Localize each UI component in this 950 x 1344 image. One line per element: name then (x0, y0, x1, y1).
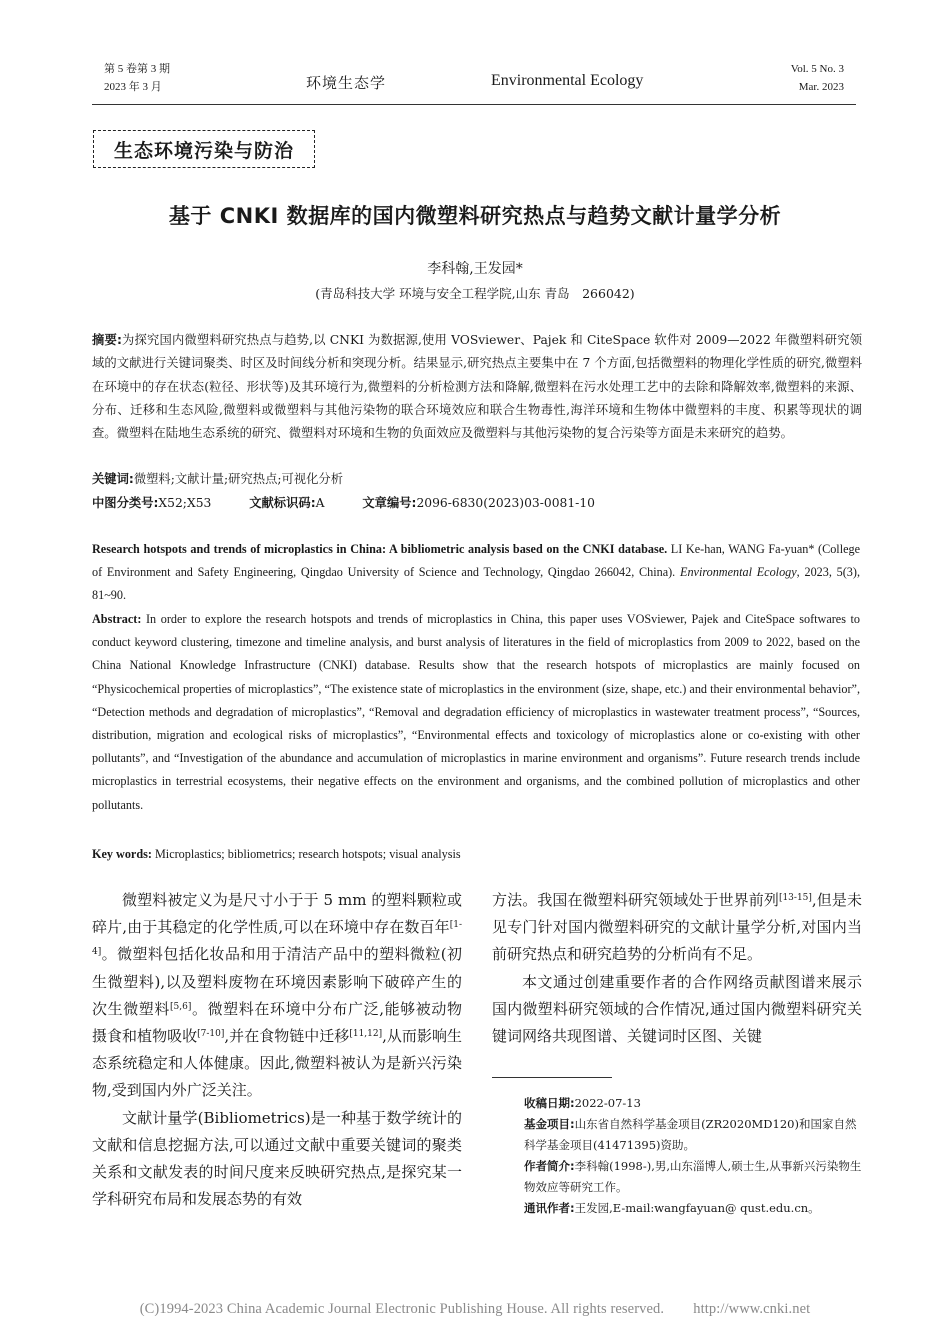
header-date: 2023 年 3 月 (104, 81, 162, 93)
english-journal: Environmental Ecology (680, 565, 797, 580)
bio-label: 作者简介: (524, 1159, 575, 1173)
english-title: Research hotspots and trends of microplastics in China: A bibliometric analysis based on the CNKI database. (92, 542, 668, 556)
body-paragraph: 本文通过创建重要作者的合作网络贡献图谱来展示国内微塑料研究领域的合作情况,通过国内微塑料研究关键词网络共现图谱、关键词时区图、关键 (492, 972, 862, 1046)
clc-label: 中图分类号: (92, 496, 159, 510)
body-paragraph (492, 887, 862, 969)
abstract-en (92, 608, 860, 817)
body-text: ,从而影响生态系统稳定和人体健康。因此,微塑料被认为是新兴污染物,受到国内外广泛关注。 (92, 1027, 462, 1100)
bio-value: 李科翰(1998-),男,山东淄博人,硕士生,从事新兴污染物生物效应等研究工作。 (524, 1159, 862, 1194)
paper-affiliation: (青岛科技大学 环境与安全工程学院,山东 青岛 266042) (315, 286, 635, 301)
header-rule (92, 104, 856, 105)
copyright-footer: (C)1994-2023 China Academic Journal Electronic Publishing House. All rights reserved. http://www.cnki.net (139, 1301, 811, 1317)
corr-value: 王发园,E-mail:wangfayuan@ qust.edu.cn。 (574, 1201, 820, 1215)
citation-ref: [1-4] (92, 920, 462, 958)
author-bio (524, 1156, 862, 1198)
citation-ref: [13-15] (778, 893, 812, 903)
abstract-cn-text: 为探究国内微塑料研究热点与趋势,以 CNKI 为数据源,使用 VOSviewer、Pajek 和 CiteSpace 软件对 2009—2022 年微塑料研究领域的文献进行关键词聚类、时区及时间线分析和突现分析。结果显示,研究热点主要集中在 7 个方面,包括微塑料的物理化学性质的研究,微塑料在环境中的存在状态(粒径、形状等)及其环境行为,微塑料的分析检测方法和降解,微塑料在污水处理工艺中的去除和降解效率,微塑料的来源、分布、迁移和生态风险,微塑料或微塑料与其他污染物的联合环境效应和联合生物毒性,海洋环境和生物体中微塑料的丰度、积累等现状的调查。微塑料在陆地生态系统的研究、微塑料对环境和生物的负面效应及微塑料与其他污染物的复合污染等方面是未来研究的趋势。 (92, 333, 862, 441)
body-right-column (492, 887, 862, 1050)
abstract-cn-label: 摘要: (92, 333, 122, 347)
corresponding-author (524, 1198, 862, 1219)
body-text: 微塑料被定义为是尺寸小于于 5 mm 的塑料颗粒或碎片,由于其稳定的化学性质,可以在环境中存在数百年 (92, 891, 462, 937)
header-month: Mar. 2023 (798, 81, 844, 93)
body-text: 方法。我国在微塑料研究领域处于世界前列 (492, 891, 779, 909)
article-no-value: 2096-6830(2023)03-0081-10 (416, 496, 595, 510)
keywords-en-label: Key words: (92, 847, 152, 861)
english-authors: LI Ke-han, WANG Fa-yuan* (College of Environment and Safety Engineering, Qingdao University of Science and Technology, Qingdao 266042, China). (92, 542, 860, 580)
fund-label: 基金项目: (524, 1117, 575, 1131)
english-citation-numbers: , 2023, 5(3), 81~90. (92, 565, 861, 603)
body-left-column (92, 887, 462, 1213)
fund-value: 山东省自然科学基金项目(ZR2020MD120)和国家自然科学基金项目(41471395)资助。 (524, 1117, 857, 1152)
header-volume-issue (104, 60, 170, 96)
received-date (524, 1093, 862, 1114)
header-journal-en: Environmental Ecology (491, 72, 644, 89)
abstract-cn (92, 329, 862, 445)
keywords-en (92, 843, 860, 866)
body-text: ,但是未见专门针对国内微塑料研究的文献计量学分析,对国内当前研究热点和研究趋势的分析尚有不足。 (492, 891, 862, 964)
section-label: 生态环境污染与防治 (93, 130, 315, 168)
body-paragraph: 文献计量学(Bibliometrics)是一种基于数学统计的文献和信息挖掘方法,可以通过文献中重要关键词的聚类关系和文献发表的时间尺度来反映研究热点,是探究某一学科研究布局和发展态势的有效 (92, 1108, 462, 1209)
keywords-cn-text: 微塑料;文献计量;研究热点;可视化分析 (133, 472, 343, 486)
header-volume-en (791, 60, 844, 96)
keywords-en-text: Microplastics; bibliometrics; research hotspots; visual analysis (151, 847, 461, 861)
body-text: 。微塑料包括化妆品和用于清洁产品中的塑料微粒(初生微塑料),以及塑料废物在环境因素影响下破碎产生的次生微塑料 (92, 945, 462, 1018)
header-vol-no: Vol. 5 No. 3 (790, 63, 844, 75)
keywords-cn (92, 468, 343, 490)
classification-line (92, 492, 595, 514)
clc-value: X52;X53 (158, 496, 212, 510)
citation-ref: [11,12] (349, 1029, 383, 1040)
keywords-cn-label: 关键词: (92, 472, 134, 486)
received-label: 收稿日期: (524, 1096, 575, 1110)
fund-info (524, 1114, 862, 1156)
body-text: 。微塑料在环境中分布广泛,能够被动物摄食和植物吸收 (92, 999, 462, 1046)
citation-ref: [7-10] (197, 1029, 225, 1040)
body-text: ,并在食物链中迁移 (224, 1027, 350, 1046)
footnote-rule (492, 1077, 612, 1078)
paper-title: 基于 CNKI 数据库的国内微塑料研究热点与趋势文献计量学分析 (168, 204, 782, 228)
doc-code-value: A (315, 496, 325, 510)
abstract-en-label: Abstract: (92, 612, 142, 626)
paper-authors: 李科翰,王发园* (427, 261, 523, 277)
footnotes (524, 1093, 862, 1219)
header-journal-cn: 环境生态学 (306, 74, 387, 92)
english-citation (92, 538, 860, 608)
header-volume: 第 5 卷第 3 期 (104, 63, 170, 75)
received-value: 2022-07-13 (574, 1096, 641, 1110)
abstract-en-text: In order to explore the research hotspots and trends of microplastics in China, this paper uses VOSviewer, Pajek and CiteSpace softwares to conduct keyword clustering, timezone and timeline analysis, and burst analysis of literatures in the field of microplastics from 2009 to 2022, based on the China National Knowledge Infrastructure (CNKI) database. Results show that the research hotspots of microplastics are mainly focused on “Physicochemical properties of microplastics”, “The existence state of microplastics in the environment (size, shape, etc.) and their environmental behavior”, “Detection methods and degradation of microplastics”, “Removal and degradation efficiency of microplastics in wastewater treatment process”, “Sources, distribution, migration and ecological risks of microplastics”, “Environmental effects and toxicology of microplastics alone or co-existing with other pollutants”, and “Investigation of the abundance and accumulation of microplastics in marine environment and organisms”. Future research trends include microplastics in terrestrial ecosystems, their negative effects on the environment and organisms, and the combined pollution of microplastics and other pollutants. (92, 612, 860, 812)
doc-code-label: 文献标识码: (249, 496, 316, 510)
body-paragraph (92, 887, 462, 1105)
corr-label: 通讯作者: (524, 1201, 575, 1215)
citation-ref: [5,6] (170, 1001, 192, 1012)
article-no-label: 文章编号: (362, 496, 417, 510)
